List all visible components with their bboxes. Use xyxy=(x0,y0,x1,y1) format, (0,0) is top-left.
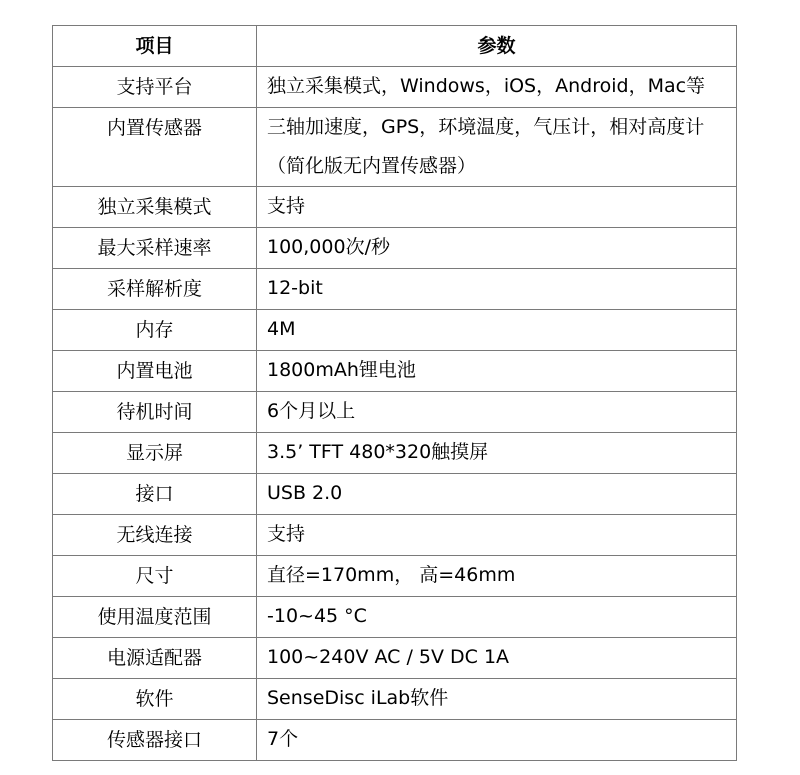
row-item-label: 传感器接口 xyxy=(53,720,257,761)
row-item-label: 独立采集模式 xyxy=(53,187,257,228)
row-param-value xyxy=(257,556,737,597)
row-item-label: 最大采样速率 xyxy=(53,228,257,269)
table-row xyxy=(53,515,737,556)
row-item-label: 显示屏 xyxy=(53,433,257,474)
row-param-value xyxy=(257,269,737,310)
table-row xyxy=(53,187,737,228)
row-param-value xyxy=(257,638,737,679)
param-line: 独立采集模式，Windows，iOS，Android，Mac等 xyxy=(267,75,706,97)
row-item-label: 电源适配器 xyxy=(53,638,257,679)
table-row xyxy=(53,638,737,679)
table-row xyxy=(53,720,737,761)
param-line: 支持 xyxy=(267,523,306,545)
param-line: -10~45 °C xyxy=(267,605,367,627)
param-line: 三轴加速度，GPS，环境温度，气压计，相对高度计 xyxy=(267,116,705,138)
row-param-value xyxy=(257,67,737,108)
row-item-label: 使用温度范围 xyxy=(53,597,257,638)
table-row xyxy=(53,228,737,269)
row-param-value xyxy=(257,392,737,433)
spec-table xyxy=(52,25,737,761)
param-line: 3.5’ TFT 480*320触摸屏 xyxy=(267,441,489,463)
row-param-value xyxy=(257,433,737,474)
row-param-value xyxy=(257,351,737,392)
row-item-label: 接口 xyxy=(53,474,257,515)
header-param: 参数 xyxy=(257,26,737,67)
row-item-label: 待机时间 xyxy=(53,392,257,433)
table-body xyxy=(53,67,737,761)
table-row xyxy=(53,679,737,720)
row-param-value xyxy=(257,310,737,351)
row-param-value xyxy=(257,597,737,638)
param-line: 12-bit xyxy=(267,277,323,299)
row-param-value xyxy=(257,108,737,187)
table-row xyxy=(53,108,737,187)
table-row xyxy=(53,474,737,515)
table-row xyxy=(53,310,737,351)
param-line: （简化版无内置传感器） xyxy=(267,155,477,177)
param-line: USB 2.0 xyxy=(267,482,343,504)
table-row xyxy=(53,67,737,108)
table-row xyxy=(53,392,737,433)
param-line: 1800mAh锂电池 xyxy=(267,359,416,381)
param-line: SenseDisc iLab软件 xyxy=(267,687,449,709)
param-line: 100~240V AC / 5V DC 1A xyxy=(267,646,510,668)
row-item-label: 无线连接 xyxy=(53,515,257,556)
row-item-label: 支持平台 xyxy=(53,67,257,108)
row-item-label: 采样解析度 xyxy=(53,269,257,310)
header-item: 项目 xyxy=(53,26,257,67)
param-line: 6个月以上 xyxy=(267,400,356,422)
param-line: 4M xyxy=(267,318,296,340)
row-param-value xyxy=(257,474,737,515)
row-item-label: 软件 xyxy=(53,679,257,720)
row-param-value xyxy=(257,515,737,556)
param-line: 支持 xyxy=(267,195,306,217)
row-item-label: 内置电池 xyxy=(53,351,257,392)
row-item-label: 内置传感器 xyxy=(53,108,257,187)
row-param-value xyxy=(257,187,737,228)
table-row xyxy=(53,597,737,638)
param-line: 100,000次/秒 xyxy=(267,236,390,258)
table-row xyxy=(53,269,737,310)
param-line: 7个 xyxy=(267,728,299,750)
table-row xyxy=(53,433,737,474)
row-item-label: 尺寸 xyxy=(53,556,257,597)
row-item-label: 内存 xyxy=(53,310,257,351)
row-param-value xyxy=(257,679,737,720)
table-row xyxy=(53,351,737,392)
table-row xyxy=(53,556,737,597)
row-param-value xyxy=(257,720,737,761)
row-param-value xyxy=(257,228,737,269)
param-line: 直径=170mm， 高=46mm xyxy=(267,564,516,586)
table-header-row xyxy=(53,26,737,67)
